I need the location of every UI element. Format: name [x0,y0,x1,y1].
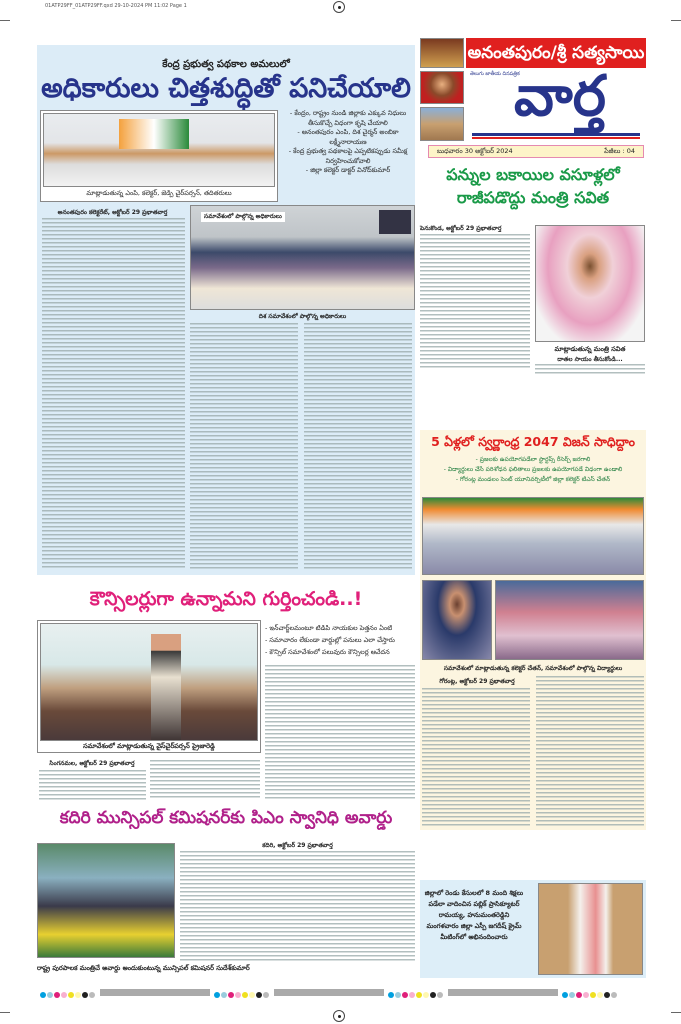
councillors-bullet: - కౌన్సిల్ సమావేశంలో పలువురు కౌన్సిలర్ల ఆవేదన [265,648,390,656]
kadiri-dateline: కదిరి, అక్టోబర్ 29 ప్రభాతవార్త [262,842,333,849]
edition-banner: అనంతపురం/శ్రీ సత్యసాయి [466,38,646,68]
meeting-photo [190,205,415,310]
article-body-text [150,760,260,800]
article-body-text [304,323,412,570]
lead-photo [43,113,275,187]
award-ceremony-photo [37,843,175,958]
date-bar [428,145,644,158]
crop-mark [671,20,681,21]
lead-photo-frame [40,110,278,202]
crop-mark [671,1012,681,1013]
kadiri-headline: కదిరి మున్సిపల్ కమిషనర్‌కు పిఎం స్వానిధి అవార్డు [59,808,393,828]
collector-speaking-photo [422,580,492,660]
article-body-text [180,851,415,961]
vision-bullet: - విద్యార్థులు చేసే పరిశోధన ఫలితాలు ప్రజలకు ఉపయోగపడే విధంగా ఉండాలి [443,466,623,473]
article-body-text [420,234,530,370]
article-body-text [39,770,146,800]
council-meeting-photo [40,623,258,741]
lead-bullet: - జిల్లా కలెక్టర్ డాక్టర్ వినోద్‌కుమార్ [305,166,391,174]
article-body-text [422,688,530,828]
councillors-photo-frame [37,620,261,753]
university-event-photo [422,497,644,575]
lead-photo-caption: మాట్లాడుతున్న ఎంపి, కలెక్టర్, జెడ్పి చైర్‌పర్సన్, తదితరులు [86,189,232,197]
savitha-subhead: దాతల సాయం తీసుకోండి... [557,356,623,363]
print-color-bar [40,983,650,991]
portrait-photo [420,71,464,104]
councillors-bullet: - ఇన్‌చార్జ్‌లమంటూ టిడిపి నాయకుల పెత్తనం ఏంటి [265,624,393,632]
crop-mark [0,1012,10,1013]
article-body-text [265,665,415,800]
article-body-text [190,323,298,570]
meeting-photo-caption: దిశ సమావేశంలో పాల్గొన్న అధికారులు [258,313,347,320]
temple-photo [420,38,464,68]
councillors-bullets [265,622,415,658]
vision-headline: 5 ఏళ్లలో స్వర్ణాంధ్ర 2047 విజన్ సాధిద్దాం [431,434,635,449]
savitha-headline-line2: రాజీపడొద్దు మంత్రి సవిత [456,188,610,207]
crop-mark [0,20,10,21]
savitha-dateline: పెనుకొండ, అక్టోబర్ 29 ప్రభాతవార్త [420,225,502,232]
councillors-dateline: సింగనమల, అక్టోబర్ 29 ప్రభాతవార్త [49,760,135,767]
lead-bullets [282,109,414,176]
councillors-headline: కౌన్సిలర్లుగా ఉన్నామని గుర్తించండి..! [89,588,363,610]
lead-story-panel [37,45,415,575]
vision-bullets [420,455,646,485]
kadiri-photo-caption: రాష్ట్ర పురపాలక మంత్రిచే అవార్డు అందుకుంటున్న మున్సిపల్ కమిషనర్ సుదేశ్‌కుమార్ [37,964,250,972]
vision-photo-caption: సమావేశంలో మాట్లాడుతున్న కలెక్టర్ చేతన్, సమావేశంలో పాల్గొన్న విద్యార్థులు [443,665,623,672]
police-award-photo [538,883,643,975]
issue-date: బుధవారం 30 అక్టోబర్ 2024 [437,147,513,155]
police-story-text: జిల్లాలో రెండు కేసులలో 8 మంది శిక్షలు పడేలా వాదించిన పబ్లిక్ ప్రాసిక్యూటర్ రామయ్య, హనుమంతరెడ్డిని మంగళవారం జిల్లా ఎస్పీ జగదీష్ క్రైమ్ మీటింగ్‌లో అభినందించారు [424,889,524,941]
article-body-text [535,364,645,376]
masthead [420,38,646,158]
councillors-bullet: - సమాచారం లేకుండా వార్డుల్లో పనులు ఎలా చేస్తారు [265,636,395,644]
registration-mark-icon [333,1010,345,1022]
lead-kicker: కేంద్ర ప్రభుత్వ పథకాల అమలులో [162,59,290,70]
minister-savitha-photo [535,225,645,342]
lead-bullet: - అనంతపురం ఎంపి, దిశ చైర్మన్ అంబికా లక్ష్మీనారాయణ [297,128,399,146]
students-audience-photo [495,580,644,660]
lead-bullet: - కేంద్రం, రాష్ట్రం నుండి జిల్లాకు ఎక్కువ నిధులు తీసుకొచ్చే విధంగా కృషి చేయాలి [289,109,407,127]
vision-bullet: - ప్రజలకు ఉపయోగపడేలా స్టార్టప్స్ రీసెర్చ్ జరగాలి [475,456,591,463]
file-slug: 01ATP29FF_01ATP29FF.qxd 29-10-2024 PM 11:02 Page 1 [45,3,187,9]
newspaper-logo: వార్త [514,64,606,129]
police-story-panel [420,880,646,978]
tagline: తెలుగు జాతీయ దినపత్రిక [470,71,520,77]
councillors-photo-caption: సమావేశంలో మాట్లాడుతున్న వైస్‌చైర్‌పర్సన్ ప్రైజారెడ్డి [83,742,215,750]
savitha-headline-line1: పన్నుల బకాయిల వసూళ్లలో [446,165,620,184]
vision-dateline: గోరంట్ల, అక్టోబర్ 29 ప్రభాతవార్త [439,678,515,685]
lead-dateline: అనంతపురం కలెక్టరేట్, అక్టోబర్ 29 ప్రభాతవార్త [57,209,168,216]
registration-mark-icon [333,1,345,13]
meeting-photo-label: సమావేశంలో పాల్గొన్న అధికారులు [201,212,285,222]
lead-bullet: - కేంద్ర ప్రభుత్వ పథకాలపై ఎప్పటికప్పుడు సమీక్ష నిర్వహించుకోవాలి [288,147,408,165]
article-body-text [536,676,644,828]
vision-bullet: - గోరంట్ల మండలం సెంట్ యూనివర్సిటీలో జిల్లా కలెక్టర్ టిఎస్ చేతన్ [455,476,611,483]
page-count: పేజీలు : 04 [604,147,635,155]
lead-headline: అధికారులు చిత్తశుద్ధితో పనిచేయాలి [41,73,411,104]
article-body-text [42,218,185,570]
savitha-photo-caption: మాట్లాడుతున్న మంత్రి సవిత [554,345,626,353]
monument-photo [420,107,464,141]
